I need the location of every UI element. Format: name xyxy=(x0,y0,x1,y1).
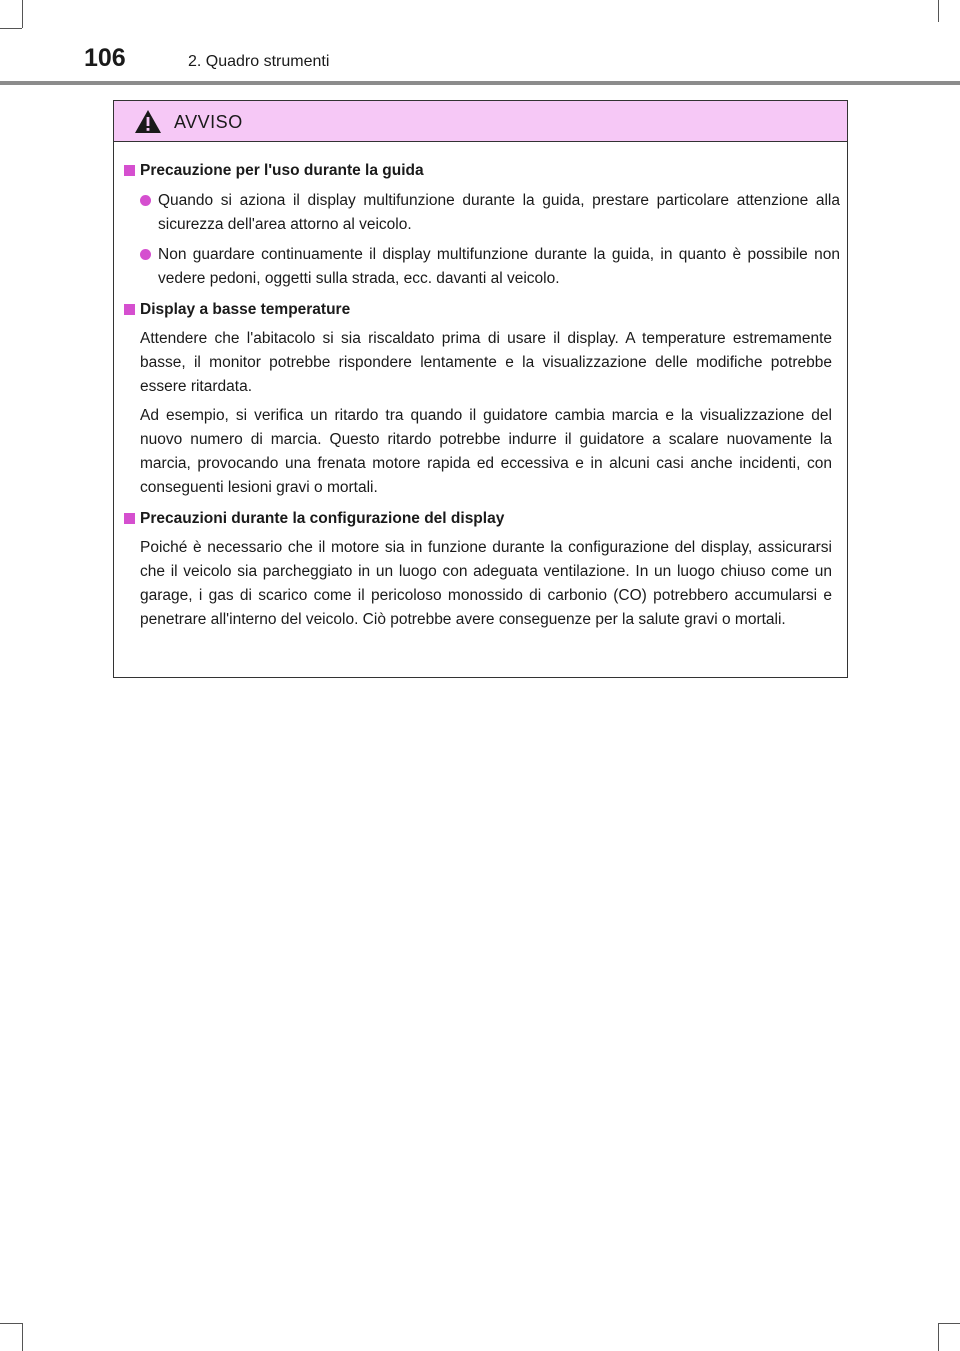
paragraph: Poiché è necessario che il motore sia in funzione durante la configurazione del display, assicurarsi che il veicolo sia parcheggiato in un luogo con adeguata ventilazione. In un luogo chiuso come un garage, i gas di scarico come il pericoloso monossido di carbonio (CO) potrebbero accumularsi e penetrare all'interno del veicolo. Ciò potrebbe avere conseguenze per la salute gravi o mortali. xyxy=(140,539,832,628)
crop-mark xyxy=(938,1323,960,1324)
section-title: 2. Quadro strumenti xyxy=(188,53,330,70)
square-bullet-icon xyxy=(124,304,135,315)
crop-mark xyxy=(22,1323,23,1351)
crop-mark xyxy=(0,28,22,29)
round-bullet-icon xyxy=(140,249,151,260)
page-number: 106 xyxy=(84,44,126,72)
paragraph: Ad esempio, si verifica un ritardo tra quando il guidatore cambia marcia e la visualizzazione del nuovo numero di marcia. Questo ritardo potrebbe indurre il guidatore a scalare nuovamente la marcia, provocando una frenata motore rapida ed eccessiva e in alcuni casi anche incidenti, con conseguenti lesioni gravi o mortali. xyxy=(140,407,832,496)
section-heading: Display a basse temperature xyxy=(124,298,840,322)
warning-triangle-icon xyxy=(134,109,162,134)
bullet-item: Quando si aziona il display multifunzione durante la guida, prestare particolare attenzione alla sicurezza dell'area attorno al veicolo. xyxy=(124,189,840,237)
section-driving xyxy=(124,159,840,291)
crop-mark xyxy=(22,0,23,28)
warning-header xyxy=(114,101,847,142)
bullet-item: Non guardare continuamente il display multifunzione durante la guida, in quanto è possibile non vedere pedoni, oggetti sulla strada, ecc. davanti al veicolo. xyxy=(124,243,840,291)
section-low-temperature xyxy=(124,298,840,500)
crop-mark xyxy=(0,1323,22,1324)
paragraph: Attendere che l'abitacolo si sia riscaldato prima di usare il display. A temperature estremamente basse, il monitor potrebbe rispondere lentamente e la visualizzazione delle modifiche potrebbe essere ritardata. xyxy=(140,330,832,395)
crop-mark xyxy=(938,1323,939,1351)
warning-box xyxy=(113,100,848,678)
warning-body xyxy=(124,159,840,639)
section-heading: Precauzioni durante la configurazione del display xyxy=(124,507,840,531)
warning-title: AVVISO xyxy=(174,112,243,132)
square-bullet-icon xyxy=(124,513,135,524)
header-rule xyxy=(0,81,960,85)
square-bullet-icon xyxy=(124,165,135,176)
section-display-configuration xyxy=(124,507,840,632)
crop-mark xyxy=(938,0,939,22)
round-bullet-icon xyxy=(140,195,151,206)
section-heading: Precauzione per l'uso durante la guida xyxy=(124,159,840,183)
